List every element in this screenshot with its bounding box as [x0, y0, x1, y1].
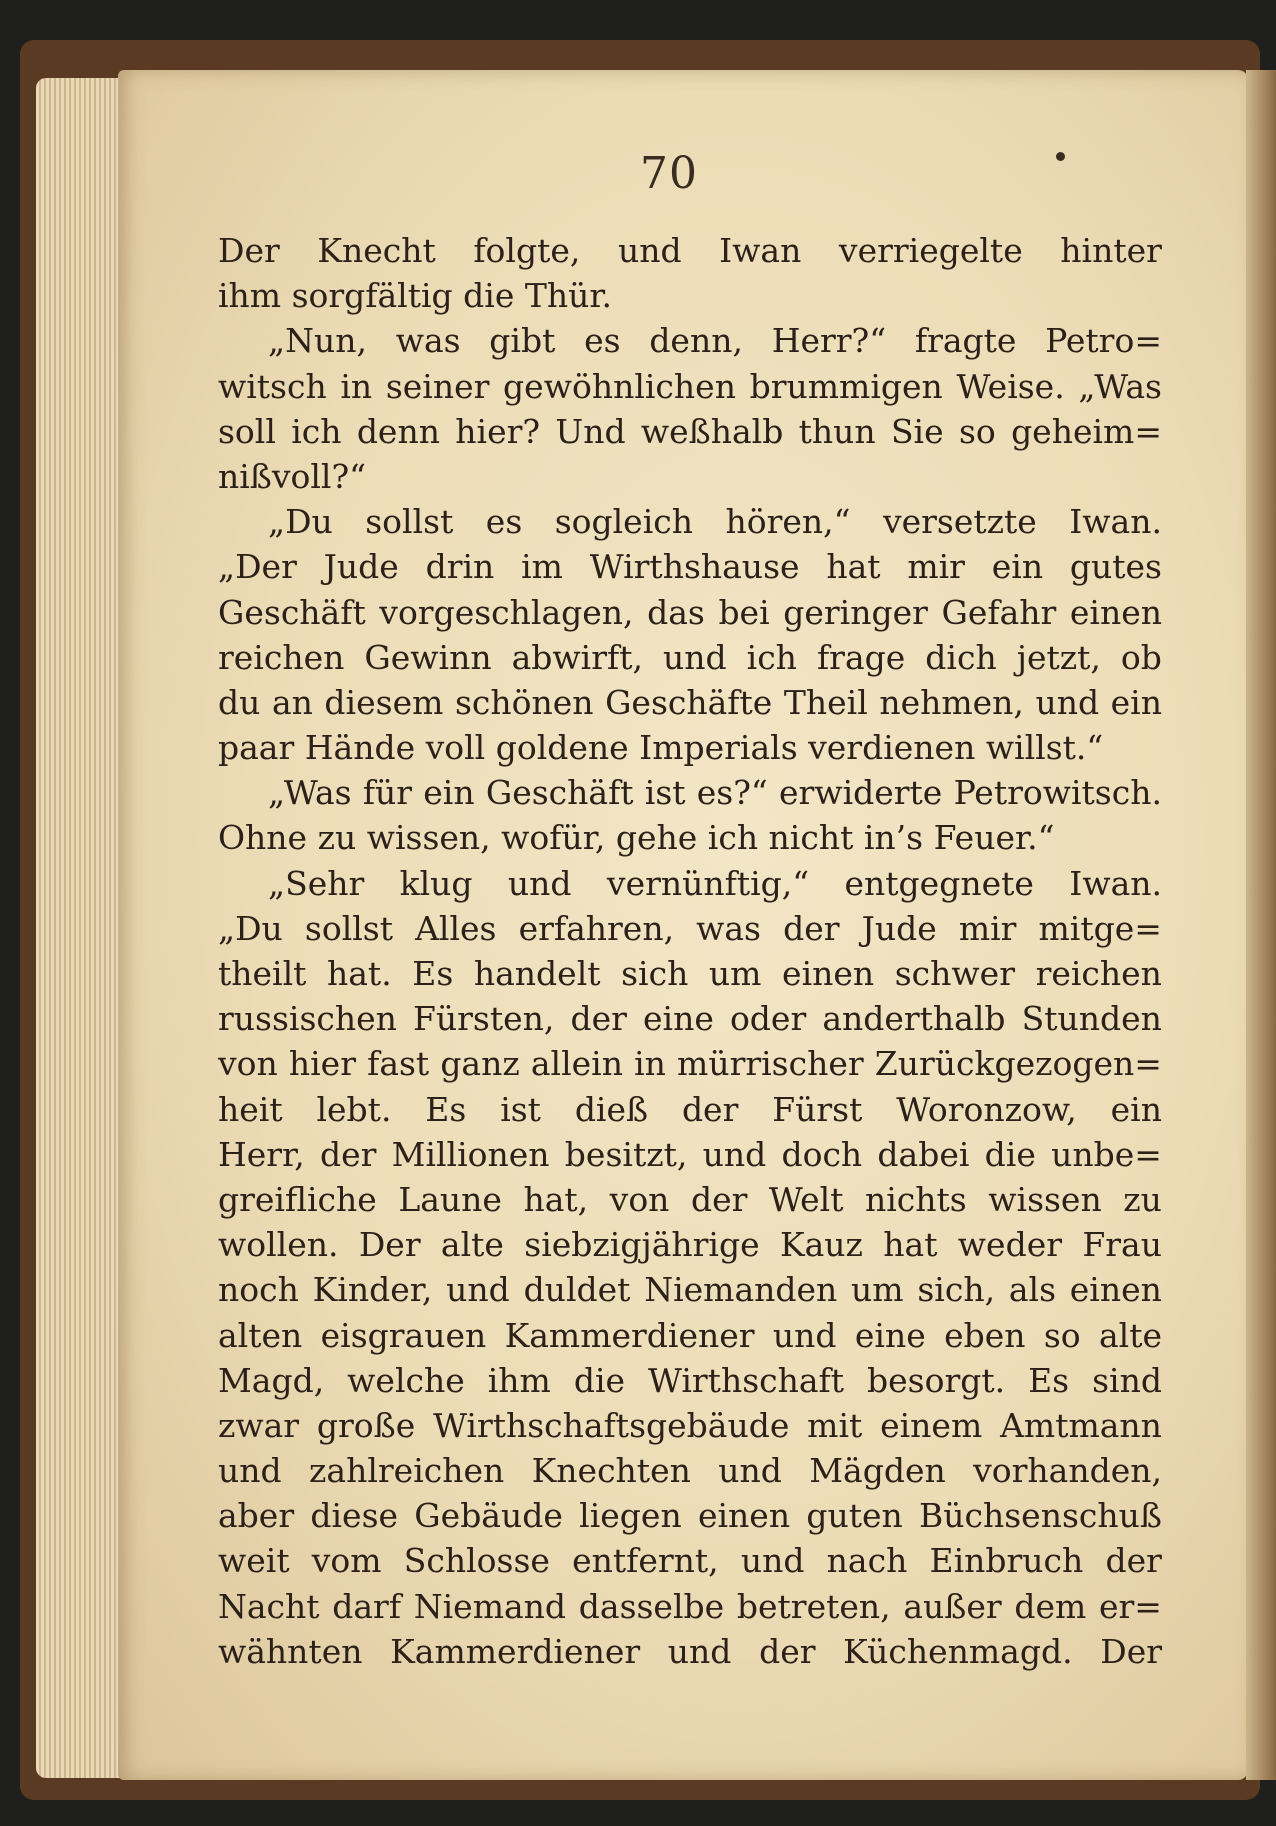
text-line: zwar große Wirthschaftsgebäude mit einem Amtmann	[218, 1405, 1162, 1445]
text-line: Ohne zu wissen, wofür, gehe ich nicht in’s Feuer.“	[218, 818, 1055, 858]
text-line: „Du sollst es sogleich hören,“ versetzte Iwan.	[268, 502, 1162, 542]
text-line: weit vom Schlosse entfernt, und nach Einbruch der	[218, 1541, 1162, 1581]
text-line: „Der Jude drin im Wirthshause hat mir ein gutes	[218, 547, 1162, 587]
text-line: theilt hat. Es handelt sich um einen schwer reichen	[218, 954, 1162, 993]
text-line: wollen. Der alte siebzigjährige Kauz hat weder Frau	[218, 1225, 1162, 1265]
text-line: russischen Fürsten, der eine oder anderthalb Stunden	[218, 999, 1162, 1039]
book-gutter	[1246, 70, 1276, 1780]
text-line: wähnten Kammerdiener und der Küchenmagd. Der	[218, 1631, 1162, 1671]
text-line: witsch in seiner gewöhnlichen brummigen Weise. „Was	[218, 366, 1162, 406]
page-number: 70	[640, 148, 698, 199]
text-line: paar Hände voll goldene Imperials verdienen willst.“	[218, 728, 1104, 768]
text-line: reichen Gewinn abwirft, und ich frage dich jetzt, ob	[218, 637, 1162, 677]
text-line: „Du sollst Alles erfahren, was der Jude mir mitge=	[218, 908, 1162, 948]
text-line: „Nun, was gibt es denn, Herr?“ fragte Petro=	[268, 321, 1162, 361]
text-line: und zahlreichen Knechten und Mägden vorhanden,	[218, 1451, 1162, 1491]
text-line: soll ich denn hier? Und weßhalb thun Sie so geheim=	[218, 411, 1162, 451]
text-line: von hier fast ganz allein in mürrischer Zurückgezogen=	[218, 1044, 1162, 1084]
text-line: Herr, der Millionen besitzt, und doch dabei die unbe=	[218, 1134, 1162, 1174]
text-line: Magd, welche ihm die Wirthschaft besorgt. Es sind	[218, 1360, 1162, 1400]
text-line: du an diesem schönen Geschäfte Theil nehmen, und ein	[218, 682, 1162, 722]
text-line: „Was für ein Geschäft ist es?“ erwiderte Petrowitsch.	[268, 773, 1162, 813]
body-text	[218, 228, 1162, 1674]
text-line: greifliche Laune hat, von der Welt nichts wissen zu	[218, 1179, 1162, 1219]
text-line: nißvoll?“	[218, 456, 367, 496]
text-line: noch Kinder, und duldet Niemanden um sich, als einen	[218, 1270, 1162, 1310]
text-line: Geschäft vorgeschlagen, das bei geringer Gefahr einen	[218, 592, 1162, 632]
text-line: ihm sorgfältig die Thür.	[218, 276, 613, 316]
ink-dot	[1056, 152, 1065, 161]
text-line: aber diese Gebäude liegen einen guten Büchsenschuß	[218, 1496, 1162, 1536]
text-line: heit lebt. Es ist dieß der Fürst Woronzow, ein	[218, 1089, 1162, 1129]
text-line: „Sehr klug und vernünftig,“ entgegnete Iwan.	[268, 863, 1162, 903]
text-line: alten eisgrauen Kammerdiener und eine eben so alte	[218, 1315, 1162, 1355]
text-line: Der Knecht folgte, und Iwan verriegelte hinter	[218, 231, 1162, 270]
text-line: Nacht darf Niemand dasselbe betreten, außer dem er=	[218, 1586, 1162, 1626]
